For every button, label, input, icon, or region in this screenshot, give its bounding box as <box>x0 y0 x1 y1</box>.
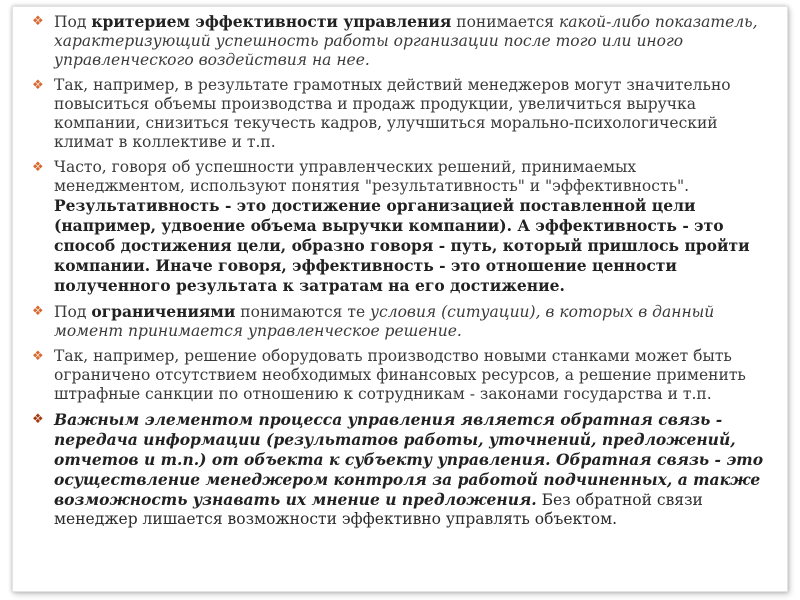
diamond-bullet-icon: ❖ <box>32 78 44 93</box>
text: понимается <box>451 13 560 31</box>
paragraph-criterion <box>32 12 772 70</box>
text: понимаются те <box>235 303 371 321</box>
slide-content <box>32 12 772 535</box>
diamond-bullet-icon: ❖ <box>32 304 44 319</box>
text: Так, например, решение оборудовать производство новыми станками может быть ограничено отсутствием необходимых финансовых ресурсов, а решение применить штрафные санкции по отношению к сотрудникам - законами государства и т.п. <box>54 347 746 403</box>
paragraph-constraints <box>32 302 772 341</box>
definition-feedback: Важным элементом процесса управления является обратная связь - передача информации (результатов работы, уточнений, предложений, отчетов и т.п.) от объекта к субъекту управления. Обратная связь - это осуществление менеджером контроля за работой подчиненных, а также возможность узнавать их мнение и предложения. <box>54 410 764 509</box>
diamond-bullet-icon: ❖ <box>32 349 44 364</box>
paragraph-effectiveness <box>32 158 772 296</box>
term-constraints: ограничениями <box>91 302 236 321</box>
text: Под <box>54 13 92 31</box>
diamond-bullet-icon: ❖ <box>32 14 44 29</box>
paragraph-feedback <box>32 410 772 529</box>
text: Часто, говоря об успешности управленческих решений, принимаемых менеджментом, используют понятия "результативность" и "эффективность". <box>54 158 690 195</box>
text: Без обратной связи менеджер лишается возможности эффективно управлять объектом. <box>54 491 703 528</box>
paragraph-example-equipment <box>32 347 772 404</box>
text: Под <box>54 303 92 321</box>
diamond-bullet-icon: ❖ <box>32 160 44 175</box>
definition-criterion: какой-либо показатель, характеризующий успешность работы организации после того или иного управленческого воздействия на нее. <box>54 13 758 69</box>
paragraph-example-managers <box>32 76 772 152</box>
text: Так, например, в результате грамотных действий менеджеров могут значительно повыситься объемы производства и продаж продукции, увеличиться выручка компании, снизиться текучесть кадров, улучшиться морально-психологический климат в коллективе и т.п. <box>54 76 731 151</box>
diamond-bullet-icon: ❖ <box>32 412 44 427</box>
definition-effectiveness: Результативность - это достижение организацией поставленной цели (например, удвоение объема выручки компании). А эффективность - это способ достижения цели, образно говоря - путь, который пришлось пройти компании. Иначе говоря, эффективность - это отношение ценности полученного результата к затратам на его достижение. <box>54 196 750 295</box>
definition-constraints: условия (ситуации), в которых в данный момент принимается управленческое решение. <box>54 303 715 340</box>
term-criterion: критерием эффективности управления <box>91 12 452 31</box>
